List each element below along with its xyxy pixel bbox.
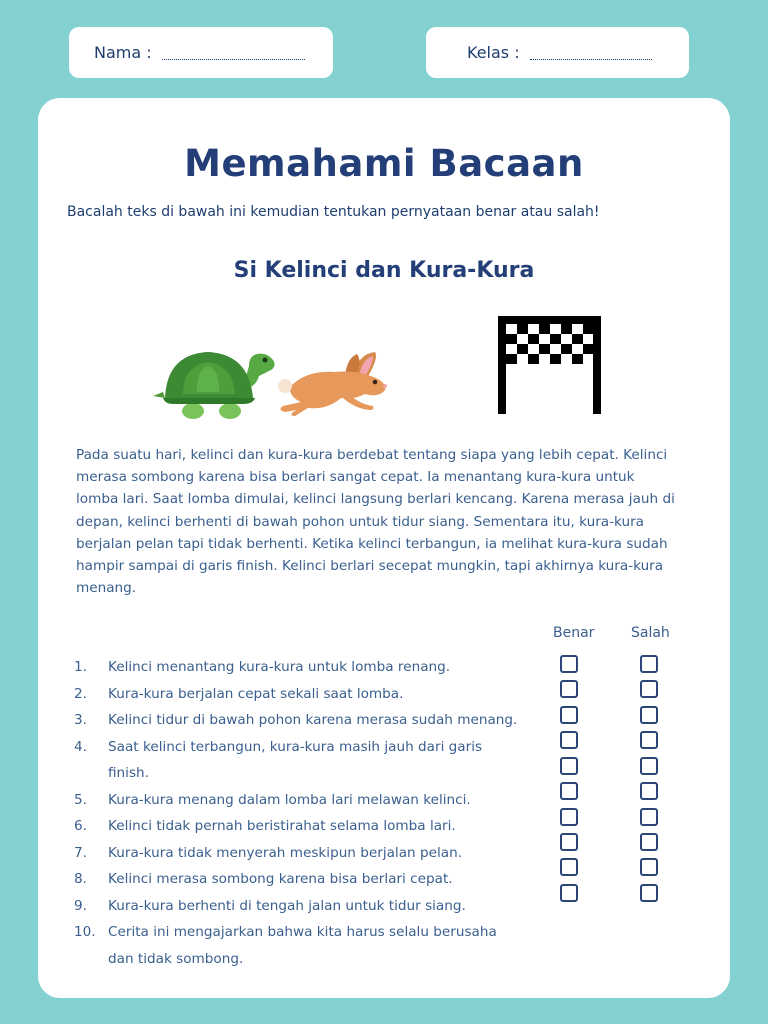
question-number: 2. — [74, 685, 87, 702]
name-fill-line[interactable] — [162, 45, 305, 60]
name-field-box[interactable] — [69, 27, 333, 78]
question-item — [74, 654, 524, 681]
salah-checkbox-8[interactable] — [640, 833, 658, 851]
question-item — [74, 707, 524, 734]
salah-checkbox-5[interactable] — [640, 757, 658, 775]
question-number: 4. — [74, 738, 87, 755]
question-number: 6. — [74, 818, 87, 834]
class-field-box[interactable] — [426, 27, 689, 78]
worksheet-card — [38, 98, 730, 998]
benar-checkbox-5[interactable] — [560, 757, 578, 775]
benar-checkbox-8[interactable] — [560, 833, 578, 851]
question-text: Kelinci tidak pernah beristirahat selama lomba lari. — [108, 818, 456, 834]
question-item — [74, 681, 524, 708]
benar-checkbox-9[interactable] — [560, 858, 578, 876]
question-number: 3. — [74, 712, 87, 728]
benar-checkbox-1[interactable] — [560, 655, 578, 673]
question-item — [74, 893, 524, 920]
question-item — [74, 840, 524, 867]
story-title: Si Kelinci dan Kura-Kura — [233, 258, 535, 283]
question-text: Saat kelinci terbangun, kura-kura masih jauh dari garis finish. — [108, 738, 483, 781]
question-item — [74, 919, 524, 972]
question-number: 1. — [74, 659, 87, 675]
question-text: Kura-kura berjalan cepat sekali saat lomba. — [108, 685, 404, 702]
class-fill-line[interactable] — [530, 45, 652, 60]
question-text: Kelinci merasa sombong karena bisa berlari cepat. — [108, 871, 453, 887]
salah-checkbox-7[interactable] — [640, 808, 658, 826]
salah-checkbox-10[interactable] — [640, 884, 658, 902]
page-title: Memahami Bacaan — [184, 142, 584, 185]
question-text: Kura-kura berhenti di tengah jalan untuk tidur siang. — [108, 897, 466, 914]
question-number: 7. — [74, 844, 87, 861]
benar-checkbox-10[interactable] — [560, 884, 578, 902]
salah-checkbox-4[interactable] — [640, 731, 658, 749]
question-number: 10. — [74, 924, 96, 940]
benar-checkbox-3[interactable] — [560, 706, 578, 724]
question-item — [74, 734, 524, 787]
question-text: Kura-kura tidak menyerah meskipun berjalan pelan. — [108, 844, 463, 861]
salah-checkbox-2[interactable] — [640, 680, 658, 698]
question-item — [74, 787, 524, 814]
benar-checkbox-4[interactable] — [560, 731, 578, 749]
column-header-benar: Benar — [553, 625, 595, 641]
salah-checkbox-1[interactable] — [640, 655, 658, 673]
question-number: 9. — [74, 897, 87, 914]
question-number: 5. — [74, 791, 87, 808]
benar-checkbox-2[interactable] — [560, 680, 578, 698]
question-item — [74, 866, 524, 893]
question-text: Cerita ini mengajarkan bahwa kita harus selalu berusaha dan tidak sombong. — [108, 924, 497, 967]
name-label: Nama : — [94, 43, 152, 62]
finish-flag-icon — [498, 316, 602, 414]
salah-checkbox-6[interactable] — [640, 782, 658, 800]
turtle-icon — [153, 346, 278, 421]
benar-checkbox-6[interactable] — [560, 782, 578, 800]
instruction-text: Bacalah teks di bawah ini kemudian tentukan pernyataan benar atau salah! — [67, 204, 600, 220]
question-item — [74, 813, 524, 840]
question-number: 8. — [74, 871, 87, 887]
benar-checkbox-7[interactable] — [560, 808, 578, 826]
story-paragraph: Pada suatu hari, kelinci dan kura-kura berdebat tentang siapa yang lebih cepat. Kelinci merasa sombong karena bisa berlari sangat cepat. Ia menantang kura-kura untuk lomba lari. Saat lomba dimulai, kelinci langsung berlari kencang. Karena merasa jauh di depan, kelinci berhenti di bawah pohon untuk tidur siang. Sementara itu, kura-kura berjalan pelan tapi tidak berhenti. Ketika kelinci terbangun, ia melihat kura-kura sudah hampir sampai di garis finish. Kelinci berlari secepat mungkin, tapi akhirnya kura-kura menang. — [76, 447, 675, 597]
question-text: Kelinci menantang kura-kura untuk lomba renang. — [108, 659, 451, 675]
question-text: Kura-kura menang dalam lomba lari melawan kelinci. — [108, 791, 471, 808]
rabbit-icon — [275, 348, 393, 418]
salah-checkbox-9[interactable] — [640, 858, 658, 876]
class-label: Kelas : — [467, 43, 520, 62]
question-list — [74, 654, 524, 972]
column-header-salah: Salah — [631, 625, 670, 641]
salah-checkbox-3[interactable] — [640, 706, 658, 724]
question-text: Kelinci tidur di bawah pohon karena merasa sudah menang. — [108, 712, 518, 728]
